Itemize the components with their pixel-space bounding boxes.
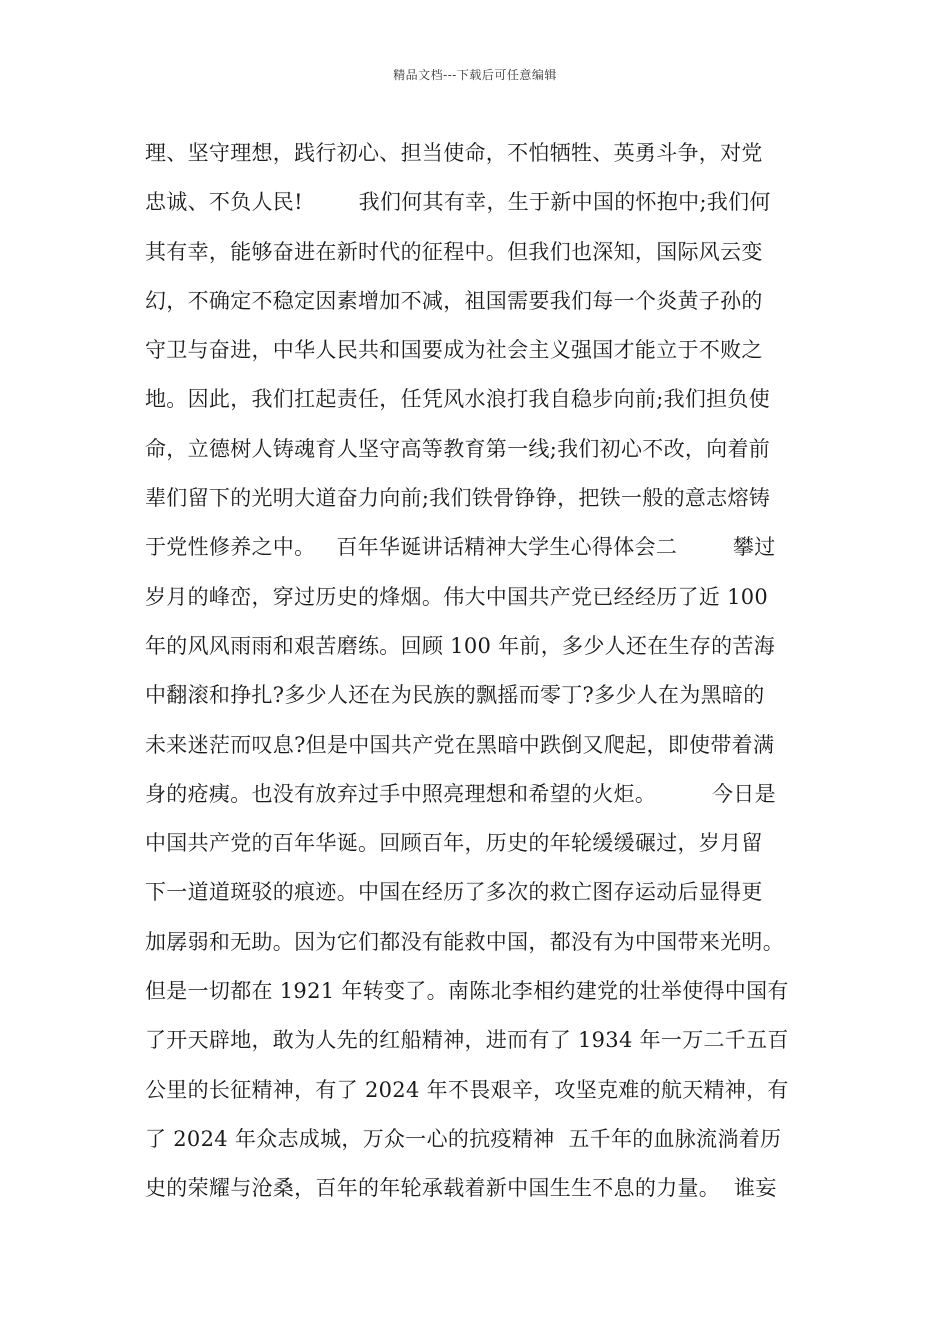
text-line: 未来迷茫而叹息?但是中国共产党在黑暗中跌倒又爬起，即使带着满 [145, 732, 775, 757]
text-line: 中国共产党的百年华诞。回顾百年，历史的年轮缓缓碾过，岁月留 [145, 831, 763, 856]
text-line: 命，立德树人铸魂育人坚守高等教育第一线;我们初心不改，向着前 [145, 436, 771, 461]
text-line: 守卫与奋进，中华人民共和国要成为社会主义强国才能立于不败之 [145, 338, 763, 363]
text-line: 年的风风雨雨和艰苦磨练。回顾 100 年前，多少人还在生存的苦海 [145, 633, 776, 658]
text-line: 地。因此，我们扛起责任，任凭风水浪打我自稳步向前;我们担负使 [145, 387, 771, 412]
body-text [145, 131, 825, 1216]
text-line: 岁月的峰峦，穿过历史的烽烟。伟大中国共产党已经经历了近 100 [145, 584, 769, 609]
text-line: 理、坚守理想，践行初心、担当使命，不怕牺牲、英勇斗争，对党 [145, 141, 763, 165]
text-line: 史的荣耀与沧桑，百年的年轮承载着新中国生生不息的力量。 谁妄 [145, 1176, 777, 1201]
text-line: 幻，不确定不稳定因素增加不减，祖国需要我们每一个炎黄子孙的 [145, 288, 763, 313]
page-header: 精品文档---下载后可任意编辑 [393, 68, 557, 82]
text-line: 身的疮痍。也没有放弃过手中照亮理想和希望的火炬。 今日是 [145, 781, 776, 806]
text-line: 了 2024 年众志成城，万众一心的抗疫精神 五千年的血脉流淌着历 [145, 1126, 782, 1151]
text-line: 其有幸，能够奋进在新时代的征程中。但我们也深知，国际风云变 [145, 239, 763, 264]
text-line: 加孱弱和无助。因为它们都没有能救中国，都没有为中国带来光明。 [145, 929, 784, 954]
text-line: 中翻滚和挣扎?多少人还在为民族的飘摇而零丁?多少人在为黑暗的 [145, 683, 765, 708]
text-line: 但是一切都在 1921 年转变了。南陈北李相约建党的壮举使得中国有 [145, 979, 789, 1004]
text-line: 下一道道斑驳的痕迹。中国在经历了多次的救亡图存运动后显得更 [145, 880, 763, 905]
text-line: 于党性修养之中。 百年华诞讲话精神大学生心得体会二 攀过 [145, 535, 776, 560]
text-line: 了开天辟地，敢为人先的红船精神，进而有了 1934 年一万二千五百 [145, 1028, 789, 1053]
text-line: 辈们留下的光明大道奋力向前;我们铁骨铮铮，把铁一般的意志熔铸 [145, 486, 771, 511]
text-line: 忠诚、不负人民! 我们何其有幸，生于新中国的怀抱中;我们何 [145, 190, 771, 215]
text-line: 公里的长征精神，有了 2024 年不畏艰辛，攻坚克难的航天精神，有 [145, 1077, 789, 1102]
